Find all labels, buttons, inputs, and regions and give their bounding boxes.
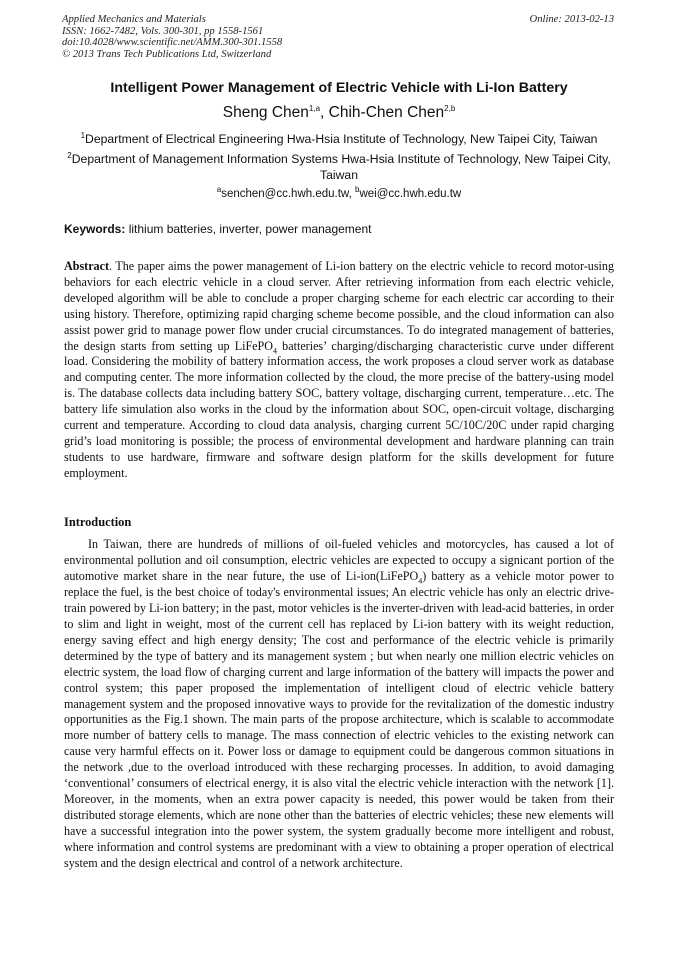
journal-doi: doi:10.4028/www.scientific.net/AMM.300-301.1558 — [62, 37, 283, 49]
author-superscript: 1,a — [308, 103, 321, 113]
introduction-paragraph — [64, 537, 614, 872]
author-list — [40, 104, 638, 122]
journal-copyright: © 2013 Trans Tech Publications Ltd, Switzerland — [62, 48, 272, 60]
keywords — [64, 222, 614, 236]
paper-title: Intelligent Power Management of Electric Vehicle with Li-Ion Battery — [110, 80, 568, 96]
journal-info — [62, 14, 282, 60]
email-address: senchen@cc.hwh.edu.tw — [221, 188, 349, 200]
author-separator: , — [320, 104, 329, 121]
journal-issn: ISSN: 1662-7482, Vols. 300-301, pp 1558-1561 — [62, 25, 264, 37]
affiliation-text: Department of Management Information Systems Hwa-Hsia Institute of Technology, New Taipei City, Taiwan — [71, 152, 611, 182]
affiliation-marker: 2 — [67, 150, 72, 160]
chem-subscript: 4 — [418, 576, 423, 586]
abstract — [64, 259, 614, 482]
email-marker: a — [216, 185, 222, 195]
intro-text-continued: ) battery as a vehicle motor power to replace the fuel, is the best choice of today's environmental issues; An electric vehicle has only an electric drive-train powered by Li-ion battery; in the past, motor vehicles is the inverter-driven with lead-acid batteries, in order to slim and light in weight, most of the current cell has replaced by Li-ion battery with its weight reduction, energy saving effect and high energy density; The cost and performance of the electric vehicle is primarily determined by the type of battery and its management system ; but when nearly one million electric vehicles on electric system, the load flow of charging current and large information of the battery will impacts the power and control system; this paper proposed the implementation of intelligent cloud of electric vehicle battery management system and the proposed innovative ways to provide for the revitalization of the domestic industry opportunities as the Fig.1 shown. The main parts of the propose architecture, which is scalable to accommodate more number of battery cells to manage. The mass connection of electric vehicles to the existing network can cause very harmful effects on it. Power loss or damage to equipment could be dangerous common situations in the network ,due to the overload introduced with these recharging processes. In addition, to avoid damaging ‘conventional’ consumers of electrical energy, it is also vital the electric vehicle interaction with the network [1]. Moreover, in the moments, when an extra power capacity is needed, this power would be taken from their distributed storage elements, which are none other than the batteries of electric vehicles; these new elements will have a successful integration into the power system, the system gradually become more intelligent and robust, where information and control systems are predominant with a view to obtaining a proper operation of electrical system and the design electrical and control of a network architecture. — [64, 568, 614, 871]
keywords-text: lithium batteries, inverter, power management — [128, 222, 372, 236]
email-marker: b — [354, 185, 360, 195]
affiliation-1 — [52, 131, 626, 147]
author-name: Chih-Chen Chen — [328, 104, 445, 121]
author-name: Sheng Chen — [222, 104, 309, 121]
affiliation-text: Department of Electrical Engineering Hwa-Hsia Institute of Technology, New Taipei City, Taiwan — [85, 132, 598, 146]
section-heading-introduction: Introduction — [64, 515, 132, 529]
email-address: wei@cc.hwh.edu.tw — [359, 188, 462, 200]
email-separator: , — [348, 188, 355, 200]
online-date: Online: 2013-02-13 — [529, 14, 614, 25]
keywords-label: Keywords: — [64, 222, 126, 236]
abstract-text-continued: batteries’ charging/discharging characteristic curve under different load. Considering the mobility of battery information access, the work proposes a cloud server work as database and computing center. The more information collected by the cloud, the more precise of the battery-using model is. The database collects data including battery SOC, battery voltage, discharging current, temperature…etc. The battery life simulation also works in the cloud by the information about SOC, open-circuit voltage, discharging current and temperature. According to cloud data analysis, charging current 5C/10C/20C under rapid charging grid’s load monitoring is possible; the process of environmental development and hardware planning can train students to use hardware, firmware and software design platform for the skills development for future employment. — [64, 338, 615, 480]
intro-text: In Taiwan, there are hundreds of millions of oil-fueled vehicles and motorcycles, has caused a lot of environmental pollution and oil consumption, electric vehicles are expected to occupy a signicant portion of the automotive market share in the near future, the use of Li-ion(LiFePO — [64, 537, 614, 583]
chem-subscript: 4 — [273, 345, 278, 355]
author-emails — [40, 185, 638, 200]
abstract-text: . The paper aims the power management of Li-ion battery on the electric vehicle to record motor-using behaviors for each electric vehicle in a cloud server. After retrieving information from each electric vehicle, developed algorithm will be able to conclude a proper charging scheme for each electric car according to their using history. Therefore, optimizing rapid charging scheme become possible, and the cloud information can also assist power grid to manage power flow under crucial circumstances. To do integrated management of batteries, the design starts from setting up LiFePO — [64, 259, 614, 353]
affiliation-marker: 1 — [80, 130, 86, 140]
affiliation-2 — [52, 151, 626, 183]
author-superscript: 2,b — [444, 103, 456, 113]
abstract-label: Abstract — [64, 259, 110, 273]
journal-name: Applied Mechanics and Materials — [62, 14, 206, 25]
